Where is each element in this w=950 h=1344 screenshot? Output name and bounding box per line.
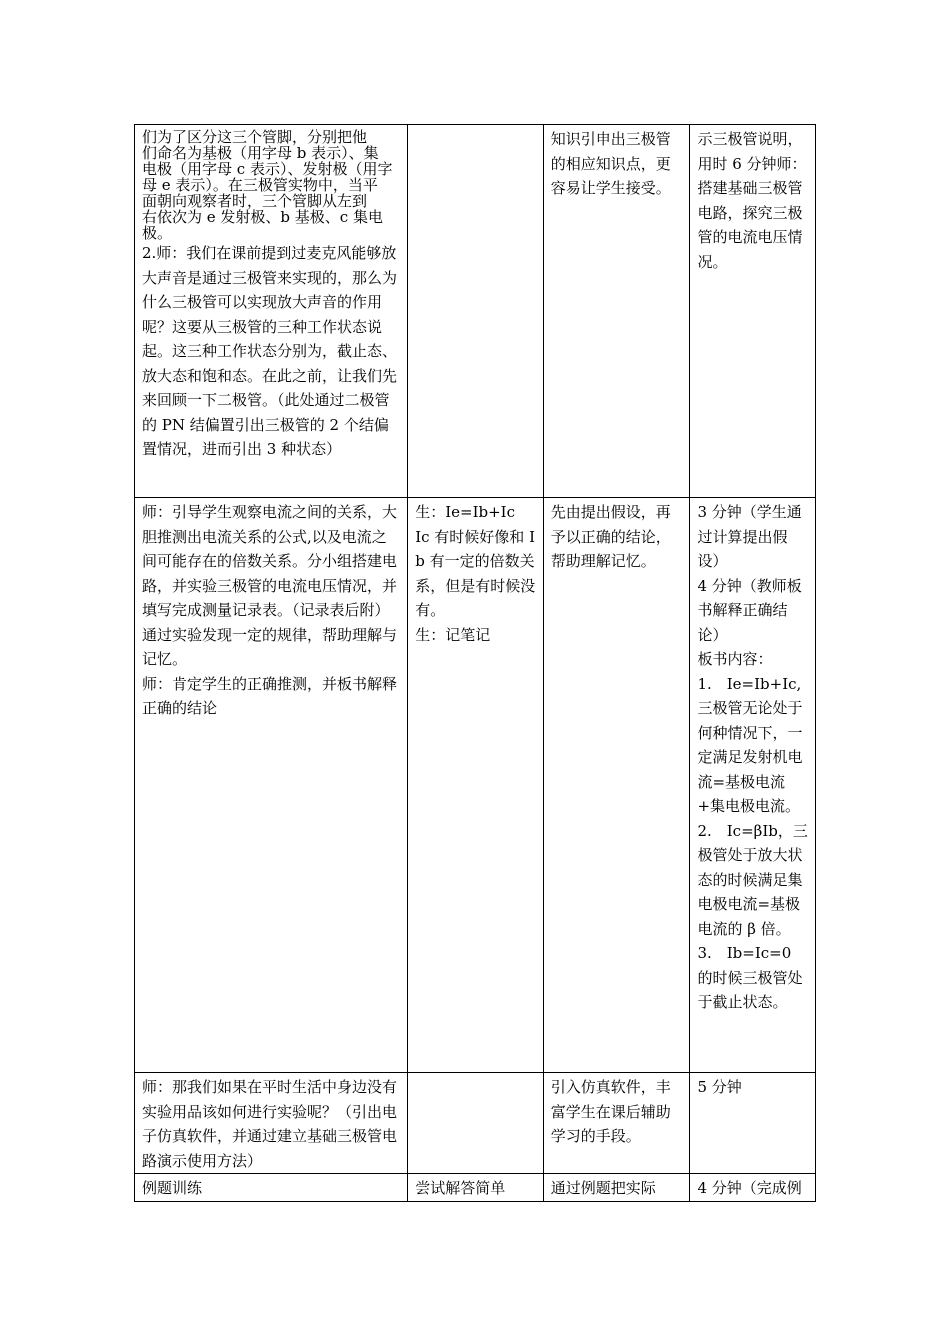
- time-notes-cell: 5 分钟: [690, 1073, 816, 1174]
- student-paragraph: 生：Ie=Ib+Ic: [415, 503, 515, 521]
- student-paragraph: 生：记笔记: [415, 625, 491, 644]
- student-activity-cell: [408, 1073, 544, 1174]
- teacher-activity-cell: [135, 125, 408, 498]
- text-line: 面朝向观察者时，三个管脚从左到: [142, 192, 368, 210]
- board-heading: 板书内容：: [697, 650, 773, 668]
- student-activity-cell: [408, 125, 544, 498]
- table-row: [135, 1174, 816, 1202]
- teacher-activity-cell: 师：那我们如果在平时生活中身边没有实验用品该如何进行实验呢？（引出电子仿真软件，并通过建立基础三极管电路演示使用方法）: [135, 1073, 408, 1174]
- teacher-paragraph: 师：肯定学生的正确推测，并板书解释正确的结论: [142, 674, 398, 717]
- lesson-plan-table: [134, 124, 816, 1202]
- text-line: 们为了区分这三个管脚，分别把他: [142, 128, 368, 146]
- teacher-activity-cell: 例题训练: [135, 1174, 408, 1202]
- board-list-item: 1. Ie=Ib+Ic,三极管无论处于何种情况下，一定满足发射机电流=基极电流+集电极电流。: [697, 674, 803, 815]
- design-intent-cell: 通过例题把实际: [543, 1174, 690, 1202]
- text-line: 母 e 表示）。在三极管实物中，当平: [142, 176, 378, 194]
- time-paragraph: 3 分钟（学生通过计算提出假设）: [697, 503, 802, 570]
- time-notes-cell: 示三极管说明，用时 6 分钟师：搭建基础三极管电路，探究三极管的电流电压情况。: [690, 125, 816, 498]
- design-intent-cell: 引入仿真软件，丰富学生在课后辅助学习的手段。: [543, 1073, 690, 1174]
- student-activity-cell: [408, 498, 544, 1073]
- table-row: [135, 498, 816, 1073]
- time-paragraph: 4 分钟（教师板书解释正确结论）: [697, 576, 802, 644]
- text-line: 极。: [142, 224, 173, 242]
- table-row: [135, 125, 816, 498]
- table-row: [135, 1073, 816, 1174]
- student-paragraph: Ic 有时候好像和 Ib 有一定的倍数关系，但是有时候没有。: [415, 527, 536, 619]
- time-notes-cell: 4 分钟（完成例: [690, 1174, 816, 1202]
- text-line: 右依次为 e 发射极、b 基极、c 集电: [142, 208, 383, 226]
- board-list-item: 3. Ib=Ic=0 的时候三极管处于截止状态。: [697, 944, 803, 1011]
- teacher-paragraph: 师：引导学生观察电流之间的关系，大胆推测出电流关系的公式,以及电流之间可能存在的倍数关系。分小组搭建电路，并实验三极管的电流电压情况，并填写完成测量记录表。（记录表后附）通过实验发现一定的规律，帮助理解与记忆。: [142, 503, 398, 668]
- text-line: 电极（用字母 c 表示）、发射极（用字: [142, 160, 393, 178]
- student-activity-cell: 尝试解答简单: [408, 1174, 544, 1202]
- teacher-activity-cell: [135, 498, 408, 1073]
- design-intent-cell: 知识引申出三极管的相应知识点，更容易让学生接受。: [543, 125, 690, 498]
- text-line: 们命名为基极（用字母 b 表示）、集: [142, 144, 379, 162]
- board-list-item: 2. Ic=βIb，三极管处于放大状态的时候满足集电极电流=基极电流的 β 倍。: [697, 821, 808, 938]
- intro-block: [142, 127, 400, 241]
- design-intent-cell: 先由提出假设，再予以正确的结论，帮助理解记忆。: [543, 498, 690, 1073]
- time-notes-cell: [690, 498, 816, 1073]
- teacher-paragraph: 2.师：我们在课前提到过麦克风能够放大声音是通过三极管来实现的，那么为什么三极管可以实现放大声音的作用呢？这要从三极管的三种工作状态说起。这三种工作状态分别为，截止态、放大态和饱和态。在此之前，让我们先来回顾一下二极管。（此处通过二极管的 PN 结偏置引出三极管的 2 个结偏置情况，进而引出 3 种状态）: [142, 244, 398, 458]
